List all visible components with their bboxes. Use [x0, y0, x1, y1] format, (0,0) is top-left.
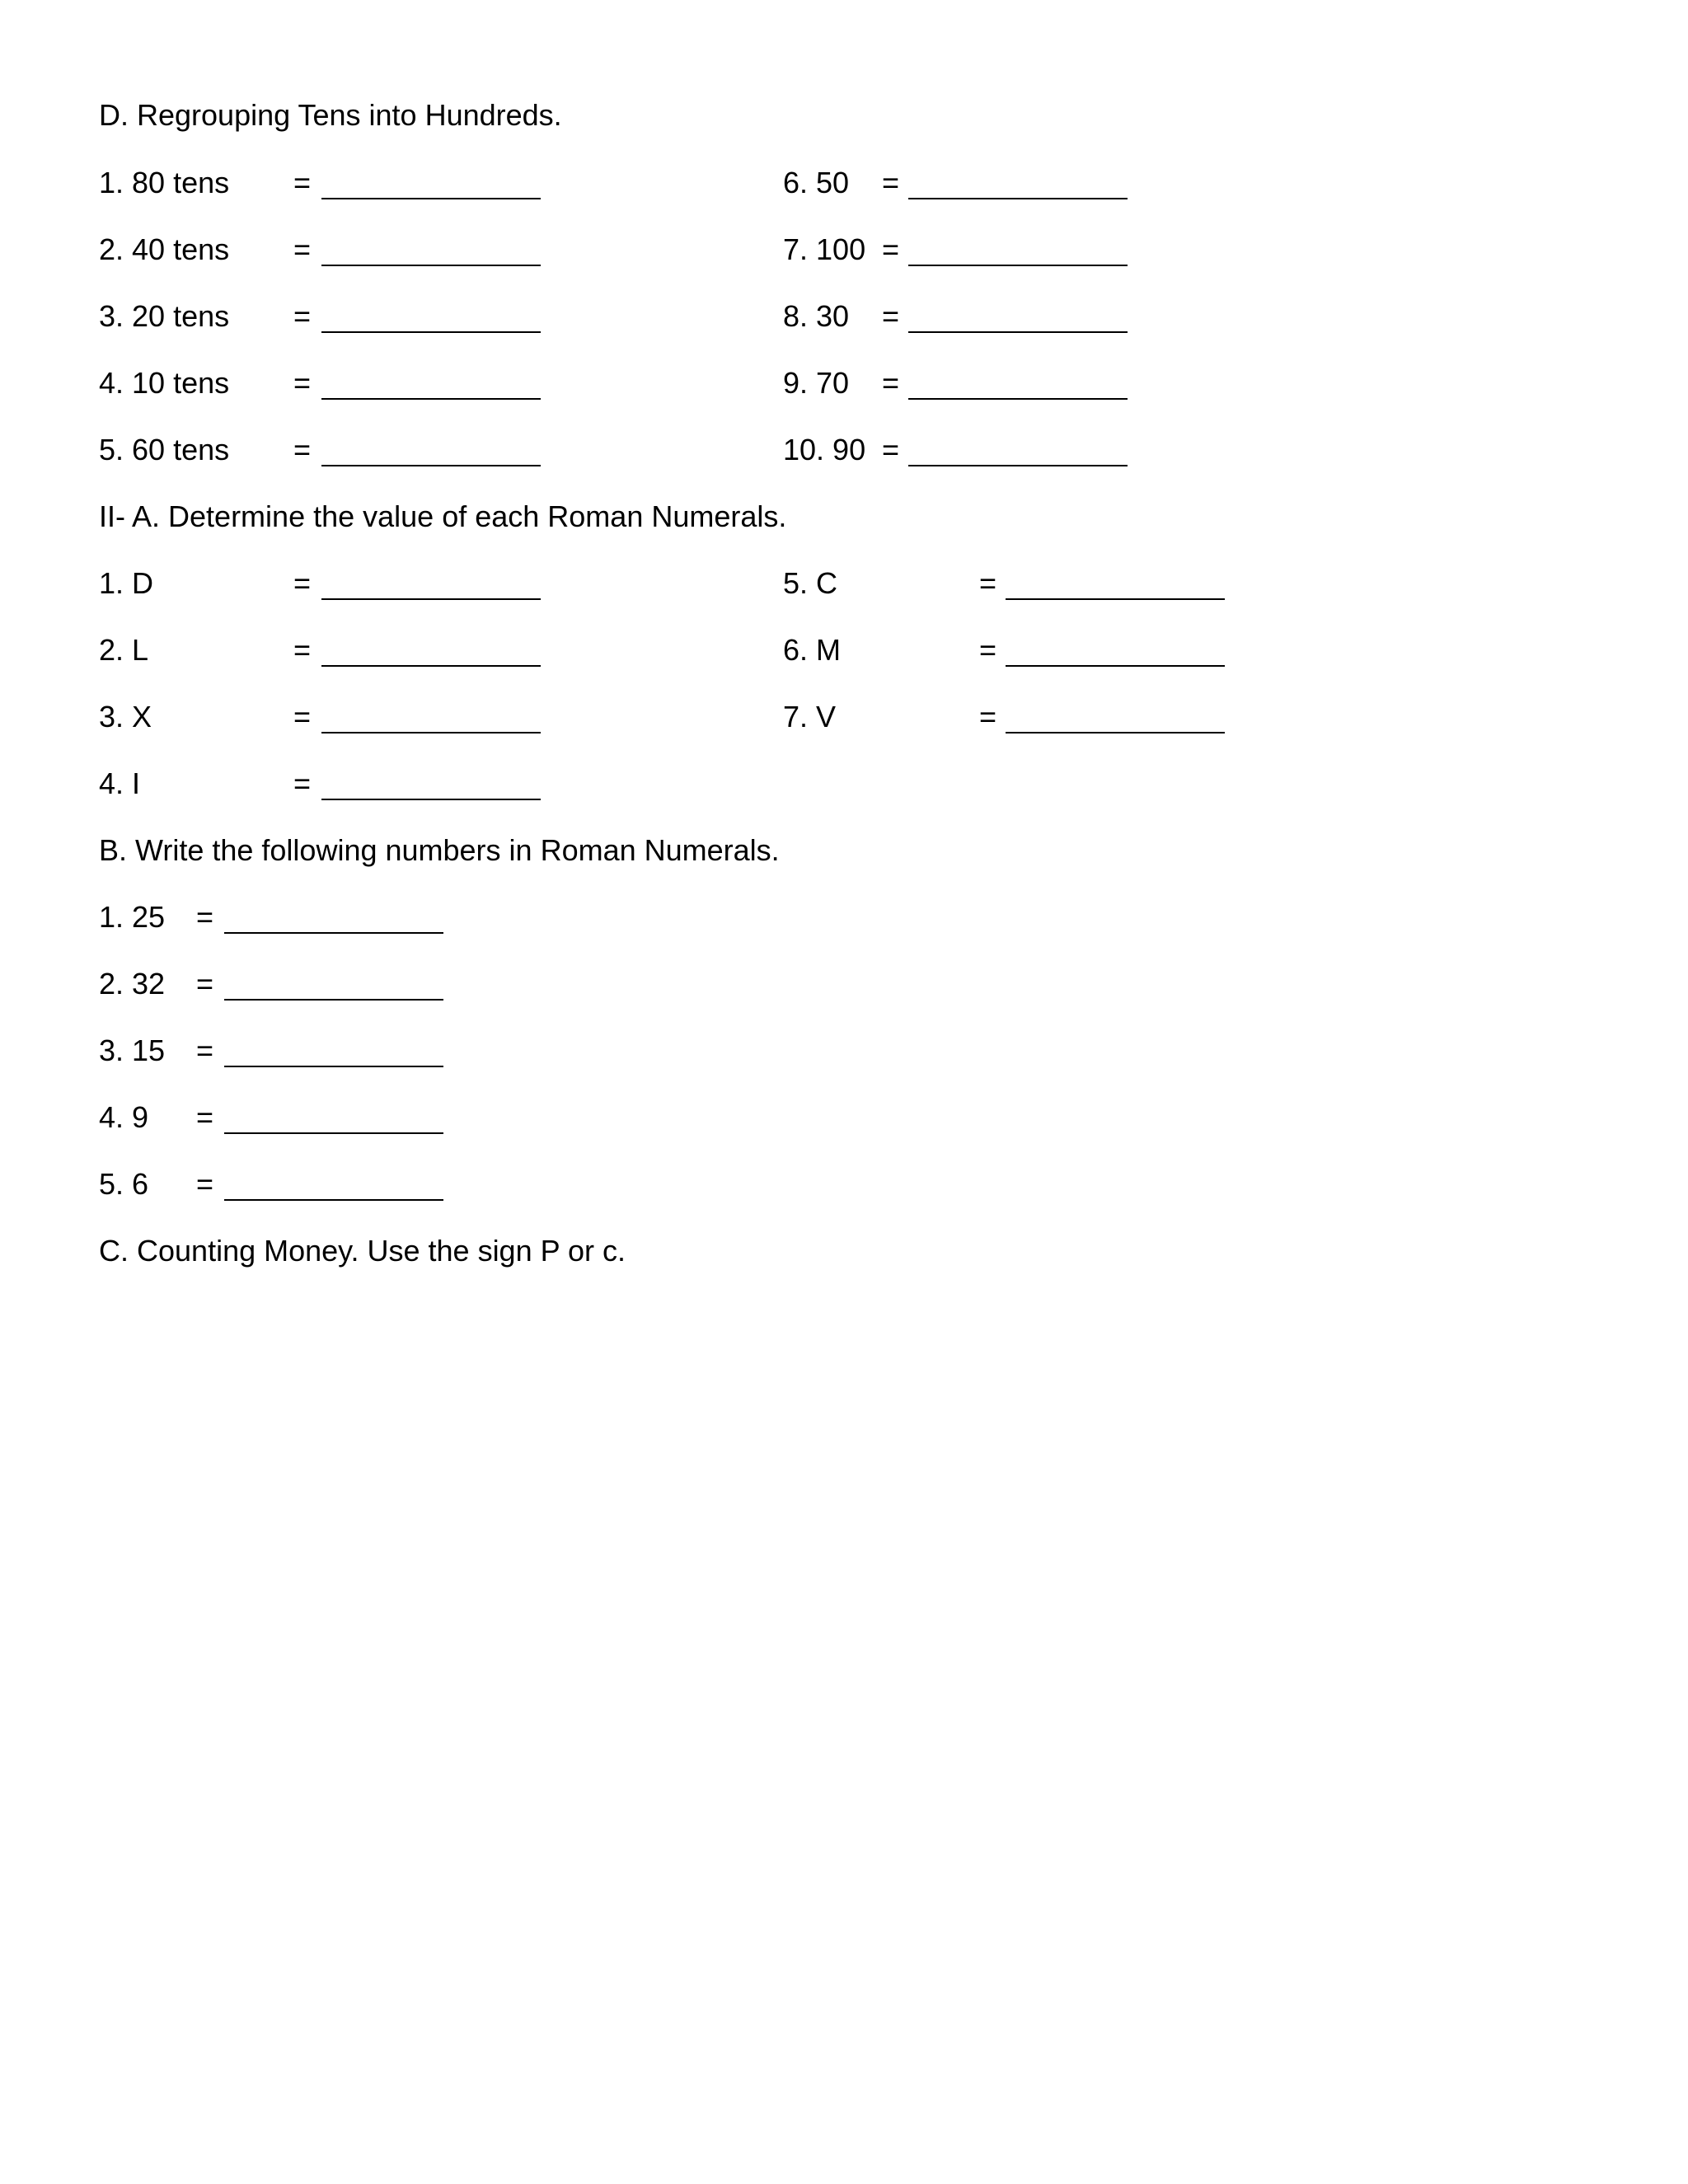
equals-sign: =: [293, 232, 312, 266]
equals-sign: =: [293, 166, 312, 199]
item-label: 7. V: [783, 700, 837, 733]
equals-sign: =: [293, 633, 312, 667]
item-label: 9. 70: [783, 366, 850, 400]
item-label: 10. 90: [783, 433, 866, 466]
item-label: 6. 50: [783, 166, 850, 199]
answer-blank[interactable]: [224, 1066, 443, 1067]
section-b-title: B. Write the following numbers in Roman Numerals.: [99, 833, 780, 867]
answer-blank[interactable]: [908, 465, 1128, 466]
equals-sign: =: [196, 967, 214, 1001]
equals-sign: =: [882, 433, 900, 466]
item-label: 2. 40 tens: [99, 232, 230, 266]
item-label: 2. L: [99, 633, 149, 667]
equals-sign: =: [293, 366, 312, 400]
answer-blank[interactable]: [321, 665, 541, 667]
equals-sign: =: [196, 1100, 214, 1134]
item-label: 7. 100: [783, 232, 866, 266]
equals-sign: =: [196, 1167, 214, 1201]
answer-blank[interactable]: [908, 331, 1128, 333]
equals-sign: =: [293, 700, 312, 733]
answer-blank[interactable]: [1006, 598, 1225, 600]
equals-sign: =: [979, 566, 997, 600]
answer-blank[interactable]: [321, 198, 541, 199]
item-label: 1. D: [99, 566, 154, 600]
answer-blank[interactable]: [224, 1199, 443, 1201]
item-label: 3. 15: [99, 1033, 166, 1067]
item-label: 4. 9: [99, 1100, 149, 1134]
equals-sign: =: [882, 366, 900, 400]
equals-sign: =: [196, 1033, 214, 1067]
item-label: 4. I: [99, 766, 141, 800]
answer-blank[interactable]: [321, 265, 541, 266]
answer-blank[interactable]: [224, 932, 443, 934]
section-iia-title: II- A. Determine the value of each Roman Numerals.: [99, 499, 787, 533]
item-label: 8. 30: [783, 299, 850, 333]
item-label: 1. 25: [99, 900, 166, 934]
answer-blank[interactable]: [908, 198, 1128, 199]
answer-blank[interactable]: [224, 999, 443, 1001]
item-label: 1. 80 tens: [99, 166, 230, 199]
answer-blank[interactable]: [321, 598, 541, 600]
equals-sign: =: [882, 232, 900, 266]
answer-blank[interactable]: [321, 799, 541, 800]
equals-sign: =: [882, 166, 900, 199]
equals-sign: =: [293, 566, 312, 600]
equals-sign: =: [293, 299, 312, 333]
equals-sign: =: [979, 700, 997, 733]
item-label: 5. C: [783, 566, 838, 600]
answer-blank[interactable]: [321, 732, 541, 733]
item-label: 6. M: [783, 633, 842, 667]
item-label: 2. 32: [99, 967, 166, 1001]
equals-sign: =: [196, 900, 214, 934]
answer-blank[interactable]: [321, 465, 541, 466]
section-c-title: C. Counting Money. Use the sign P or c.: [99, 1234, 626, 1268]
answer-blank[interactable]: [224, 1132, 443, 1134]
item-label: 4. 10 tens: [99, 366, 230, 400]
answer-blank[interactable]: [1006, 732, 1225, 733]
answer-blank[interactable]: [1006, 665, 1225, 667]
equals-sign: =: [882, 299, 900, 333]
item-label: 5. 60 tens: [99, 433, 230, 466]
item-label: 3. 20 tens: [99, 299, 230, 333]
equals-sign: =: [293, 766, 312, 800]
answer-blank[interactable]: [321, 398, 541, 400]
section-d-title: D. Regrouping Tens into Hundreds.: [99, 98, 562, 132]
answer-blank[interactable]: [908, 265, 1128, 266]
item-label: 5. 6: [99, 1167, 149, 1201]
answer-blank[interactable]: [321, 331, 541, 333]
answer-blank[interactable]: [908, 398, 1128, 400]
equals-sign: =: [979, 633, 997, 667]
equals-sign: =: [293, 433, 312, 466]
item-label: 3. X: [99, 700, 152, 733]
